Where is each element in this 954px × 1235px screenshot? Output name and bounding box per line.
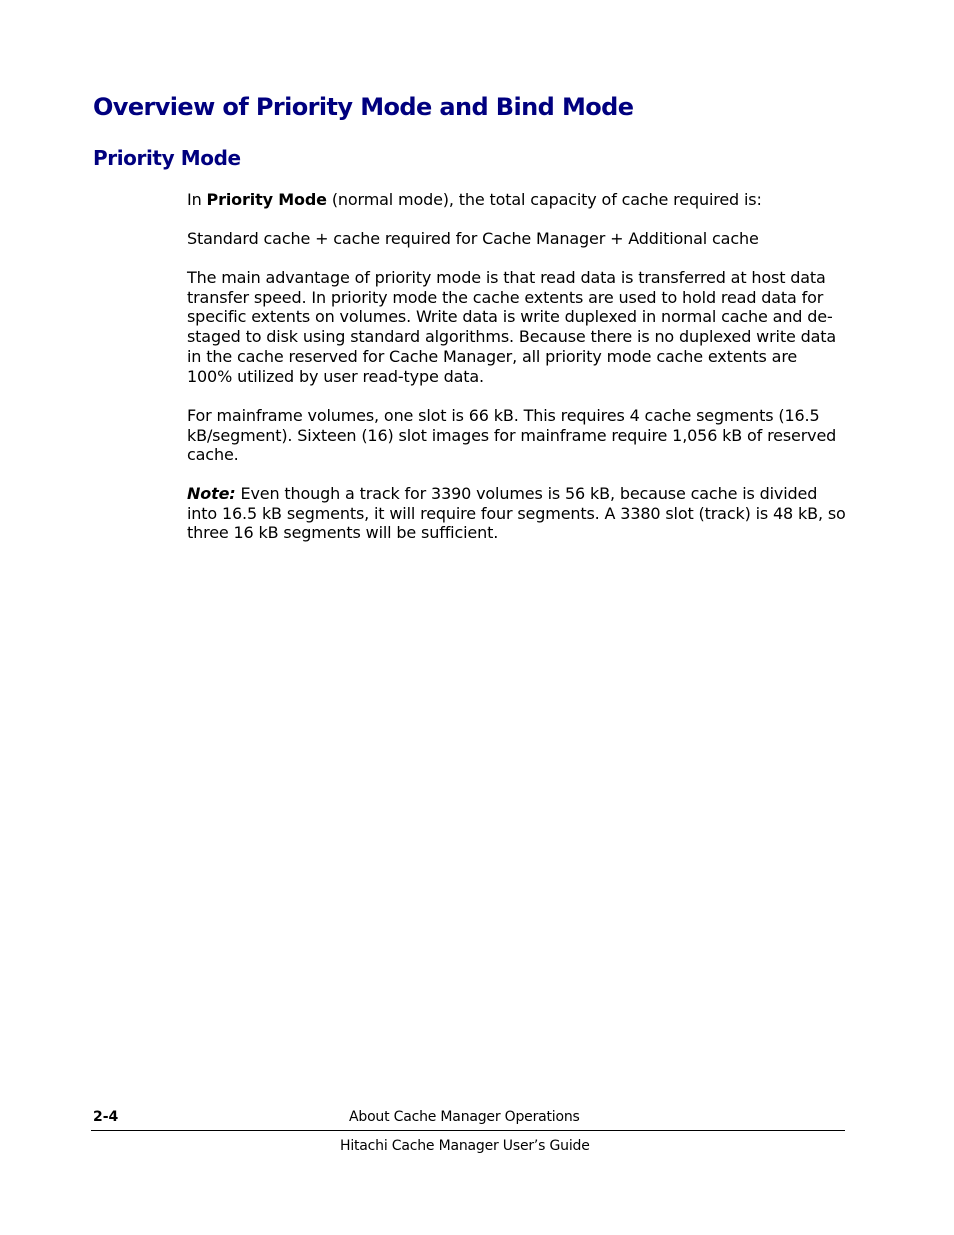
footer-guide-title: Hitachi Cache Manager User’s Guide [340, 1138, 590, 1154]
page-heading: Overview of Priority Mode and Bind Mode [93, 93, 634, 121]
intro-suffix: (normal mode), the total capacity of cache required is: [326, 190, 762, 209]
intro-prefix: In [187, 190, 207, 209]
advantage-paragraph: The main advantage of priority mode is that read data is transferred at host data transfer speed. In priority mode the cache extents are used to hold read data for specific extents on volumes. Write data is write duplexed in normal cache and de-staged to disk using standard algorithms. Because there is no duplexed write data in the cache reserved for Cache Manager, all priority mode cache extents are 100% utilized by user read-type data. [187, 268, 837, 386]
footer-section-title: About Cache Manager Operations [349, 1109, 580, 1125]
footer-page-number: 2-4 [93, 1109, 119, 1125]
intro-paragraph [187, 190, 847, 210]
section-heading: Priority Mode [93, 146, 241, 170]
note-text: Even though a track for 3390 volumes is 56 kB, because cache is divided into 16.5 kB segments, it will require four segments. A 3380 slot (track) is 48 kB, so three 16 kB segments will be sufficient. [187, 484, 846, 543]
note-label: Note: [187, 484, 236, 503]
footer-divider [91, 1130, 845, 1131]
mainframe-paragraph: For mainframe volumes, one slot is 66 kB. This requires 4 cache segments (16.5 kB/segment). Sixteen (16) slot images for mainframe require 1,056 kB of reserved cache. [187, 406, 837, 465]
cache-formula: Standard cache + cache required for Cache Manager + Additional cache [187, 229, 759, 248]
note-paragraph [187, 484, 847, 543]
priority-mode-term: Priority Mode [206, 190, 327, 209]
